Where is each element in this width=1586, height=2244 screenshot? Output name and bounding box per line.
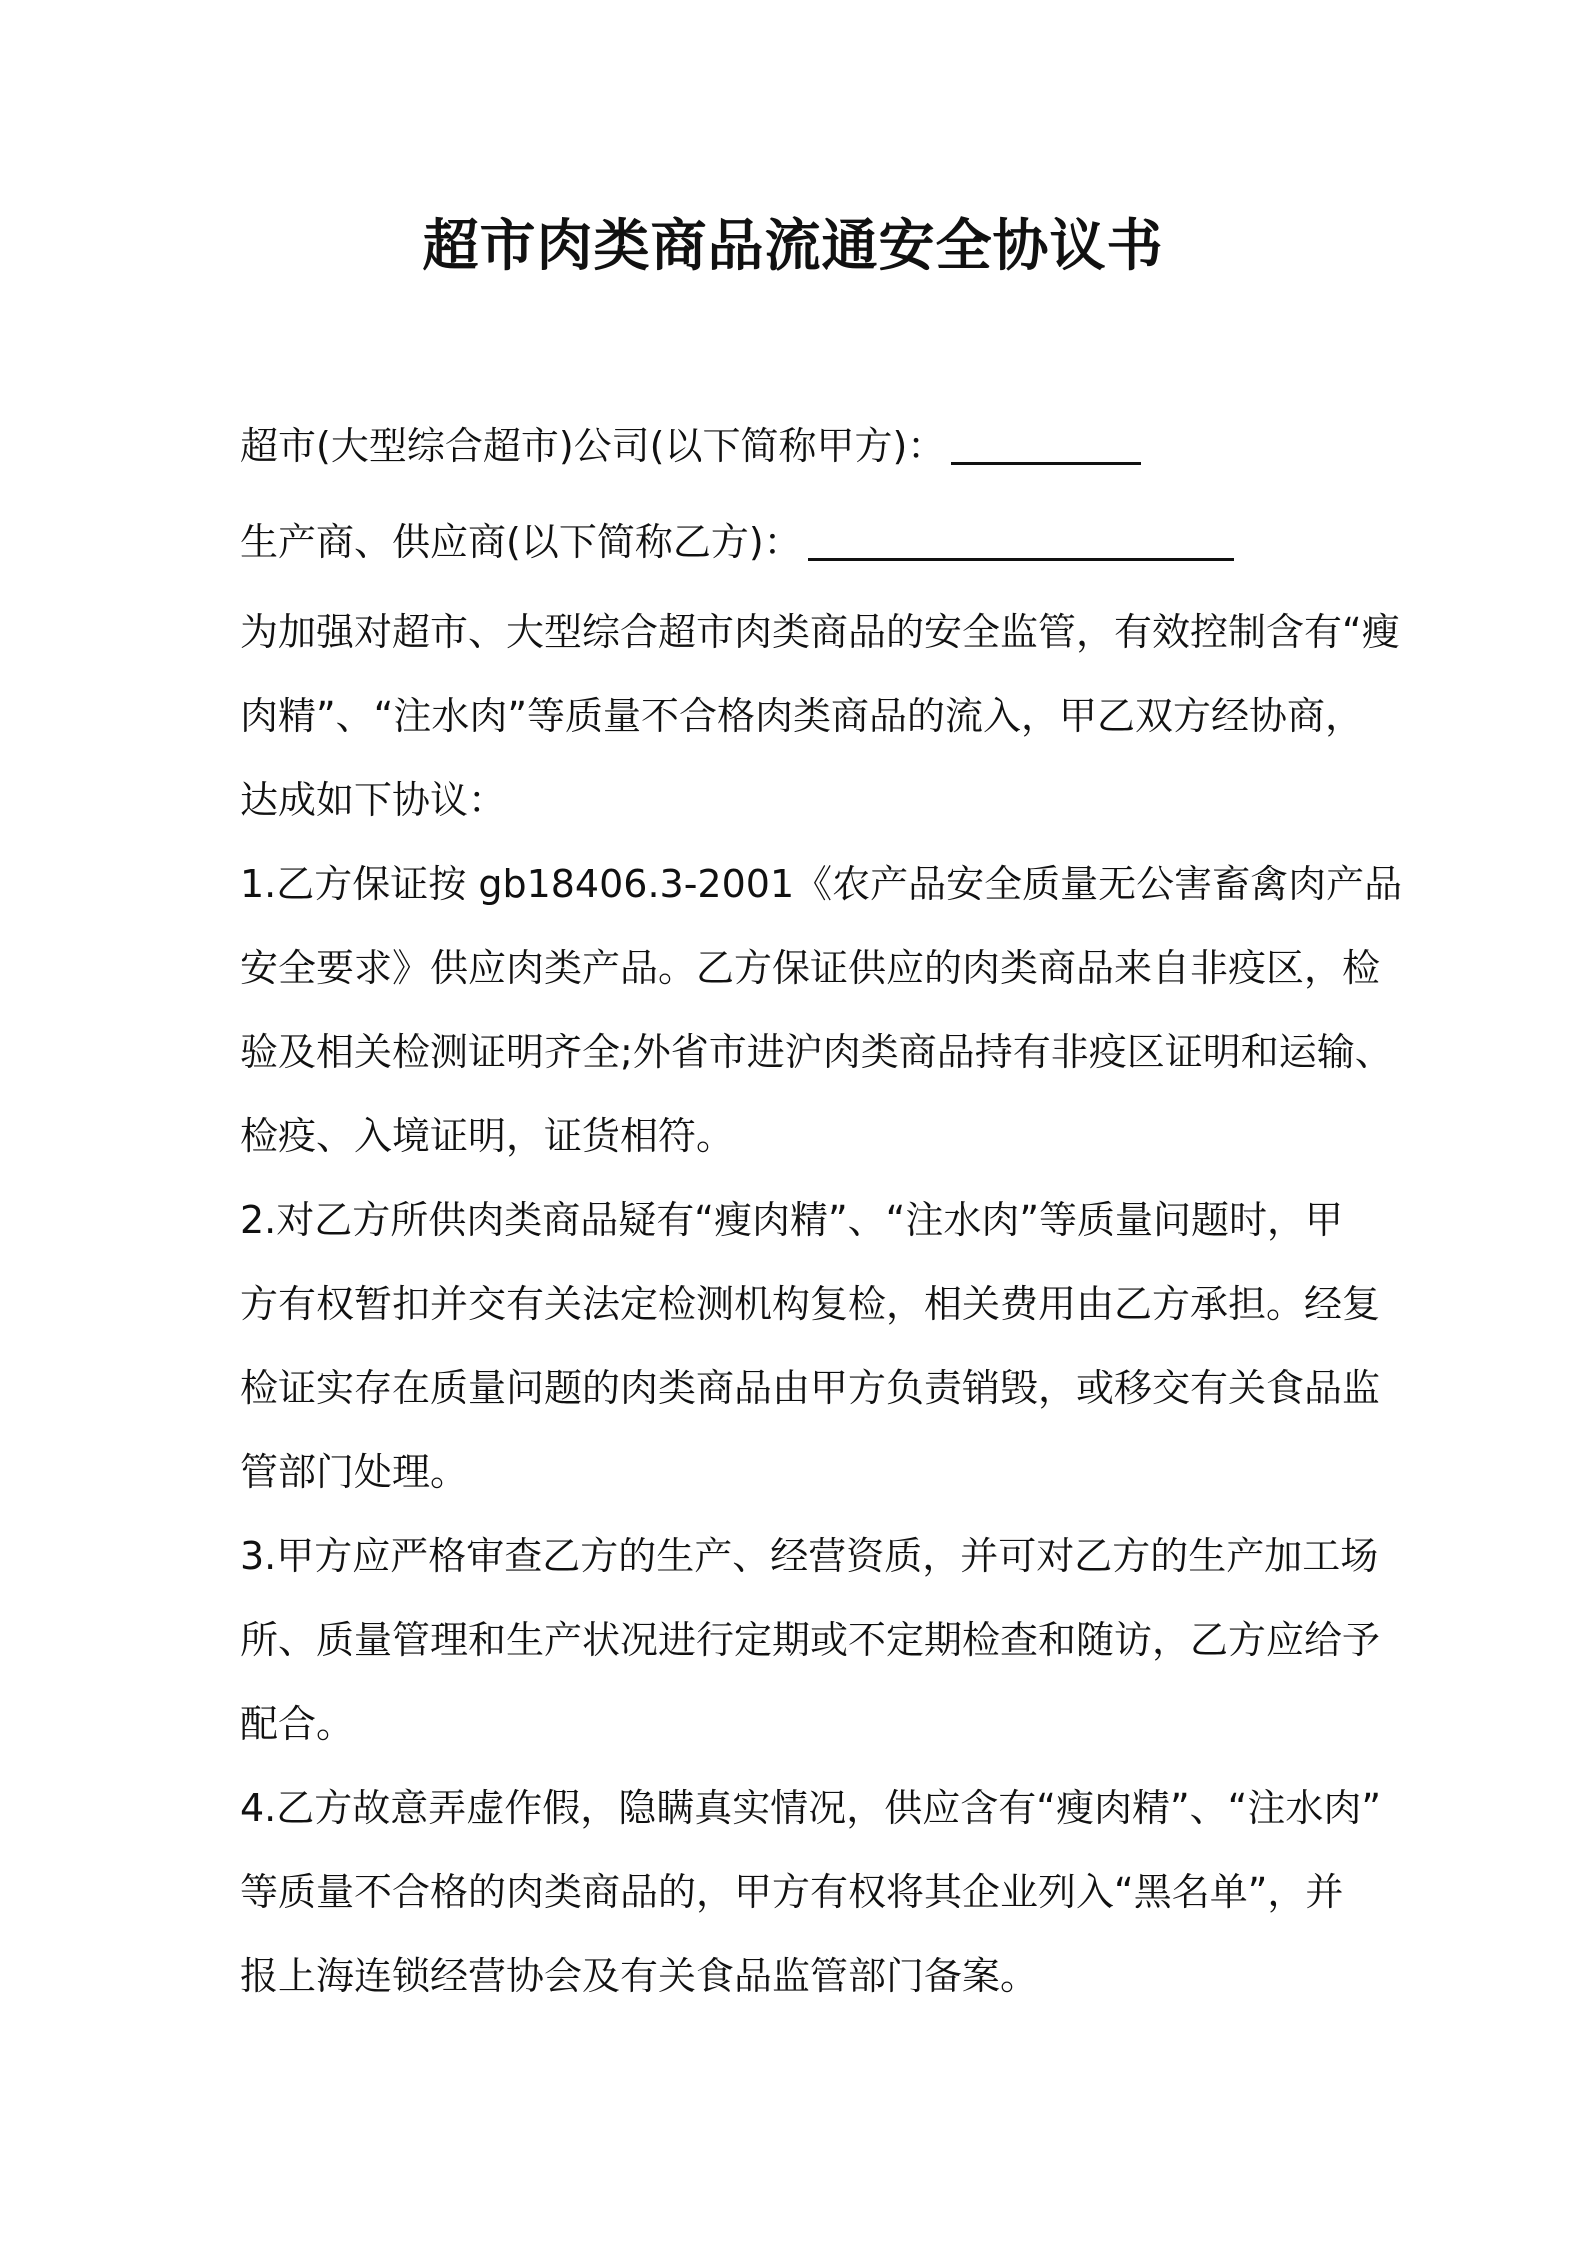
text-line: 检疫、入境证明，证货相符。	[240, 1114, 735, 1158]
text-line: 1.乙方保证按 gb18406.3-2001《农产品安全质量无公害畜禽肉产品	[240, 862, 1403, 906]
clause-1-paragraph	[240, 842, 1403, 1178]
party-b-label: 生产商、供应商(以下简称乙方)：	[240, 520, 802, 564]
text-line: 报上海连锁经营协会及有关食品监管部门备案。	[240, 1954, 1039, 1998]
party-a-blank	[951, 422, 1141, 465]
text-line: 安全要求》供应肉类产品。乙方保证供应的肉类商品来自非疫区，检	[240, 946, 1381, 990]
text-line: 检证实存在质量问题的肉类商品由甲方负责销毁，或移交有关食品监	[240, 1366, 1381, 1410]
text-line: 为加强对超市、大型综合超市肉类商品的安全监管，有效控制含有“瘦	[240, 610, 1400, 654]
text-line: 配合。	[240, 1702, 355, 1746]
text-line: 方有权暂扣并交有关法定检测机构复检，相关费用由乙方承担。经复	[240, 1282, 1381, 1326]
intro-paragraph	[240, 590, 1400, 842]
text-line: 管部门处理。	[240, 1450, 469, 1494]
party-a-line	[240, 398, 1350, 494]
text-line: 等质量不合格的肉类商品的，甲方有权将其企业列入“黑名单”，并	[240, 1870, 1344, 1914]
clause-2-paragraph	[240, 1178, 1381, 1514]
party-b-line	[240, 494, 1350, 590]
clause-3-paragraph	[240, 1514, 1381, 1766]
text-line: 3.甲方应严格审查乙方的生产、经营资质，并可对乙方的生产加工场	[240, 1534, 1379, 1578]
text-line: 肉精”、“注水肉”等质量不合格肉类商品的流入，甲乙双方经协商，	[240, 694, 1364, 738]
party-b-blank	[808, 518, 1234, 561]
text-line: 4.乙方故意弄虚作假，隐瞒真实情况，供应含有“瘦肉精”、“注水肉”	[240, 1786, 1382, 1830]
document-title: 超市肉类商品流通安全协议书	[422, 214, 1164, 279]
text-line: 所、质量管理和生产状况进行定期或不定期检查和随访，乙方应给予	[240, 1618, 1381, 1662]
clause-4-paragraph	[240, 1766, 1382, 2018]
text-line: 2.对乙方所供肉类商品疑有“瘦肉精”、“注水肉”等质量问题时，甲	[240, 1198, 1344, 1242]
party-a-label: 超市(大型综合超市)公司(以下简称甲方)：	[240, 424, 946, 468]
document-body	[240, 398, 1403, 2018]
text-line: 达成如下协议：	[240, 778, 507, 822]
text-line: 验及相关检测证明齐全;外省市进沪肉类商品持有非疫区证明和运输、	[240, 1030, 1393, 1074]
